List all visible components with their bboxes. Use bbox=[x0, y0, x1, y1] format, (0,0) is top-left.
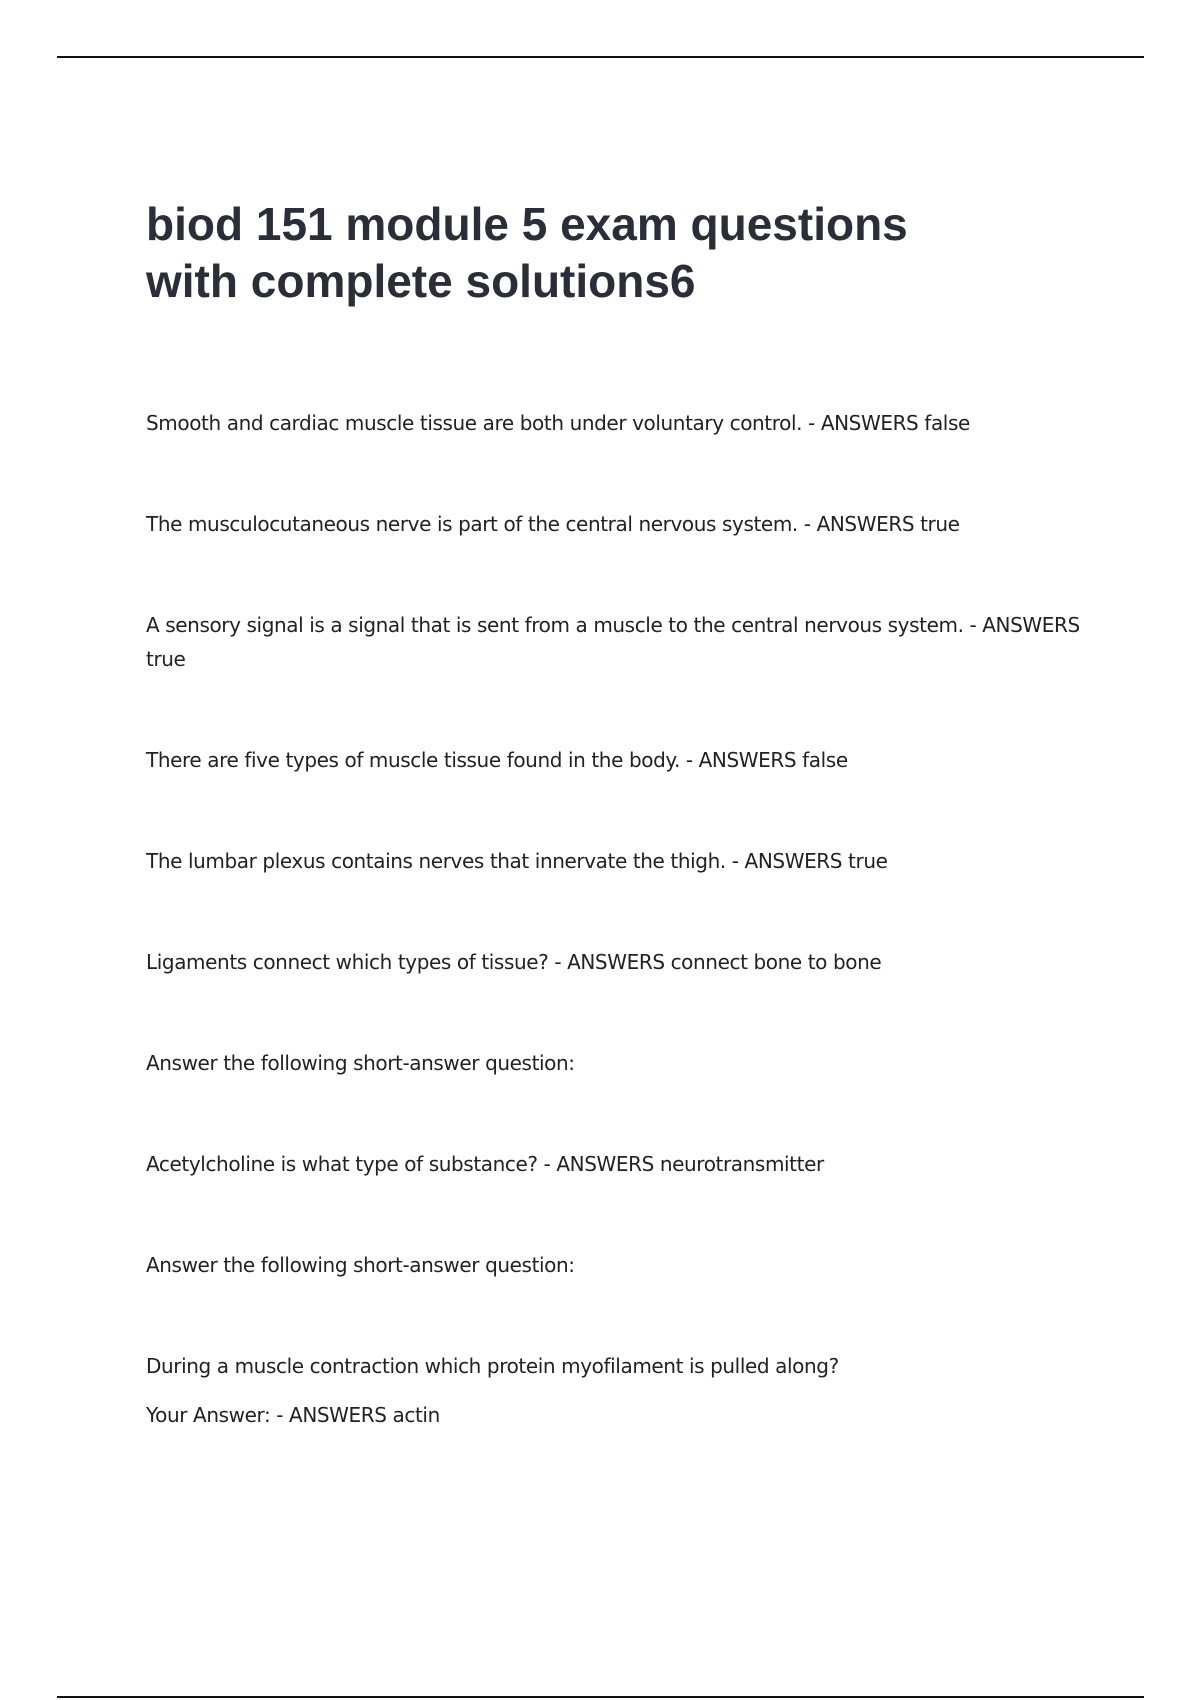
question-3: A sensory signal is a signal that is sent from a muscle to the central nervous system. - ANSWERS true bbox=[146, 613, 1080, 671]
answer-8: Your Answer: - ANSWERS actin bbox=[146, 1403, 440, 1427]
question-2: The musculocutaneous nerve is part of the central nervous system. - ANSWERS true bbox=[146, 512, 960, 536]
title-line-1: biod 151 module 5 exam questions bbox=[146, 198, 908, 250]
question-4: There are five types of muscle tissue found in the body. - ANSWERS false bbox=[146, 748, 848, 772]
question-7: Acetylcholine is what type of substance? - ANSWERS neurotransmitter bbox=[146, 1152, 824, 1176]
question-1: Smooth and cardiac muscle tissue are both under voluntary control. - ANSWERS false bbox=[146, 411, 970, 435]
question-5: The lumbar plexus contains nerves that innervate the thigh. - ANSWERS true bbox=[146, 849, 888, 873]
top-divider bbox=[57, 56, 1144, 58]
title-line-2: with complete solutions6 bbox=[146, 255, 696, 307]
question-6: Ligaments connect which types of tissue? - ANSWERS connect bone to bone bbox=[146, 950, 882, 974]
instruction-1: Answer the following short-answer question: bbox=[146, 1051, 575, 1075]
instruction-2: Answer the following short-answer question: bbox=[146, 1253, 575, 1277]
document-title bbox=[146, 196, 1046, 310]
bottom-divider bbox=[57, 1696, 1144, 1698]
question-8: During a muscle contraction which protein myofilament is pulled along? bbox=[146, 1354, 839, 1378]
